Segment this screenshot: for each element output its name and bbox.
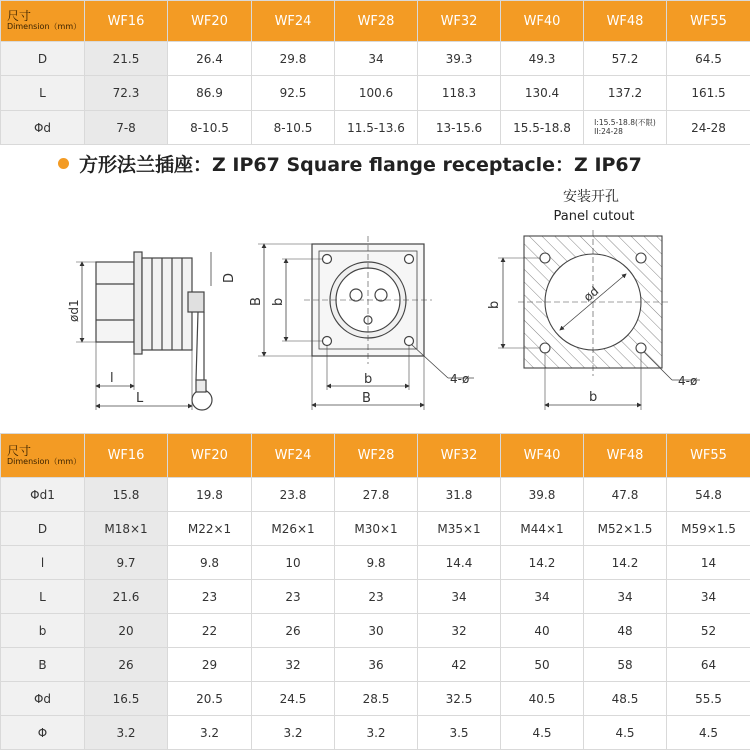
model-header: WF16	[85, 1, 168, 42]
table-cell: 14	[667, 546, 750, 580]
table-cell: 4.5	[667, 716, 750, 750]
table-cell: 34	[584, 580, 667, 614]
table-cell: 34	[501, 580, 584, 614]
model-header: WF32	[418, 1, 501, 42]
dimension-table-plug	[0, 0, 750, 145]
table-cell: 3.5	[418, 716, 501, 750]
table-cell: 54.8	[667, 478, 750, 512]
table-cell: M59×1.5	[667, 512, 750, 546]
table-cell: 14.2	[501, 546, 584, 580]
label-B-horizontal: B	[362, 391, 371, 406]
table-cell: 3.2	[85, 716, 168, 750]
table-cell: 3.2	[168, 716, 252, 750]
table-cell: 20.5	[168, 682, 252, 716]
table-row	[1, 546, 750, 580]
table-cell: 13-15.6	[418, 111, 501, 145]
table-row	[1, 614, 750, 648]
cell-line-1	[594, 118, 656, 136]
table-cell: 34	[335, 42, 418, 76]
row-label: Φ	[1, 716, 85, 750]
table-header-row	[1, 434, 750, 478]
table-cell: 14.2	[584, 546, 667, 580]
row-label: l	[1, 546, 85, 580]
corner-cn: 尺寸	[7, 9, 32, 23]
table-cell: 31.8	[418, 478, 501, 512]
label-phid: ød	[580, 283, 602, 305]
model-header: WF24	[252, 434, 335, 478]
table-cell: M44×1	[501, 512, 584, 546]
table-cell: 36	[335, 648, 418, 682]
dimension-corner-cell	[1, 1, 85, 42]
model-header: WF40	[501, 1, 584, 42]
table-cell: 11.5-13.6	[335, 111, 418, 145]
table-cell: 26	[252, 614, 335, 648]
table-cell: 4.5	[584, 716, 667, 750]
table-cell: M30×1	[335, 512, 418, 546]
row-label: D	[1, 512, 85, 546]
model-header: WF28	[335, 434, 418, 478]
table-cell: 9.7	[85, 546, 168, 580]
table-row	[1, 76, 750, 111]
table-cell: 58	[584, 648, 667, 682]
dimension-corner-cell	[1, 434, 85, 478]
row-label: Φd	[1, 111, 85, 145]
table-cell: 40.5	[501, 682, 584, 716]
table-cell: 34	[418, 580, 501, 614]
row-label: b	[1, 614, 85, 648]
model-header: WF55	[667, 434, 750, 478]
table-cell: 32.5	[418, 682, 501, 716]
corner-cn: 尺寸	[7, 443, 32, 458]
wf48-line-2: II:24-28	[594, 127, 623, 136]
table-cell: 19.8	[168, 478, 252, 512]
model-header: WF40	[501, 434, 584, 478]
label-b-vertical: b	[271, 297, 286, 306]
model-header: WF24	[252, 1, 335, 42]
table-cell: 100.6	[335, 76, 418, 111]
table-cell: 29	[168, 648, 252, 682]
table-cell: 23.8	[252, 478, 335, 512]
section-title-text: 方形法兰插座：Z IP67 Square flange receptacle：Z IP67	[79, 154, 642, 176]
model-header: WF28	[335, 1, 418, 42]
table-cell: 47.8	[584, 478, 667, 512]
dimension-table-receptacle	[0, 433, 750, 750]
table-cell: M52×1.5	[584, 512, 667, 546]
row-label: Φd	[1, 682, 85, 716]
model-header: WF20	[168, 434, 252, 478]
table-cell: 39.8	[501, 478, 584, 512]
table-cell: 26	[85, 648, 168, 682]
table-cell: 29.8	[252, 42, 335, 76]
label-L: L	[136, 391, 144, 406]
table-cell: 24-28	[667, 111, 750, 145]
table-cell: 9.8	[335, 546, 418, 580]
table-cell: 64	[667, 648, 750, 682]
table-cell: 39.3	[418, 42, 501, 76]
row-label: L	[1, 580, 85, 614]
table-cell: 40	[501, 614, 584, 648]
table-cell: 28.5	[335, 682, 418, 716]
label-d1: ød1	[67, 299, 81, 322]
table-cell: 22	[168, 614, 252, 648]
table-cell: M35×1	[418, 512, 501, 546]
model-header: WF48	[584, 1, 667, 42]
table-cell: 16.5	[85, 682, 168, 716]
label-l: l	[110, 371, 114, 386]
table-cell: 49.3	[501, 42, 584, 76]
table-cell: 50	[501, 648, 584, 682]
panel-cutout-cn: 安装开孔	[563, 189, 619, 205]
table-cell: 10	[252, 546, 335, 580]
label-4phi: 4-ø	[450, 372, 470, 386]
table-cell: 3.2	[252, 716, 335, 750]
table-cell: 15.8	[85, 478, 168, 512]
table-cell: 27.8	[335, 478, 418, 512]
model-header: WF32	[418, 434, 501, 478]
table-cell: M18×1	[85, 512, 168, 546]
model-header: WF48	[584, 434, 667, 478]
label-D: D	[222, 272, 237, 283]
table-cell: 64.5	[667, 42, 750, 76]
table-cell: 9.8	[168, 546, 252, 580]
table-row	[1, 478, 750, 512]
table-cell: 118.3	[418, 76, 501, 111]
side-view	[76, 252, 212, 410]
row-label: D	[1, 42, 85, 76]
table-cell: 8-10.5	[168, 111, 252, 145]
table-cell: 7-8	[85, 111, 168, 145]
table-cell: 23	[252, 580, 335, 614]
table-cell: 14.4	[418, 546, 501, 580]
table-row	[1, 682, 750, 716]
table-cell: 8-10.5	[252, 111, 335, 145]
label-b-horizontal: b	[364, 372, 373, 387]
table-cell: 32	[252, 648, 335, 682]
label-B-vertical: B	[249, 297, 264, 306]
table-cell: 52	[667, 614, 750, 648]
row-label: L	[1, 76, 85, 111]
table-cell: 130.4	[501, 76, 584, 111]
table-cell: 48	[584, 614, 667, 648]
table-cell: 72.3	[85, 76, 168, 111]
table-row	[1, 512, 750, 546]
table-cell: 21.6	[85, 580, 168, 614]
table-row	[1, 580, 750, 614]
table-cell: 55.5	[667, 682, 750, 716]
table-cell: 24.5	[252, 682, 335, 716]
table-cell: 32	[418, 614, 501, 648]
technical-drawing	[0, 180, 750, 433]
table-cell-multiline	[584, 111, 667, 145]
wf48-line-1: I:15.5-18.8(不限)	[594, 118, 656, 127]
table-cell: 34	[667, 580, 750, 614]
model-header: WF20	[168, 1, 252, 42]
panel-cutout-view	[498, 230, 700, 410]
table-cell: 92.5	[252, 76, 335, 111]
corner-en: Dimension（mm）	[7, 456, 82, 466]
table-cell: 3.2	[335, 716, 418, 750]
model-header: WF16	[85, 434, 168, 478]
table-cell: 21.5	[85, 42, 168, 76]
table-cell: 20	[85, 614, 168, 648]
bullet-dot-icon	[58, 158, 69, 169]
table-cell: M22×1	[168, 512, 252, 546]
section-title	[58, 150, 642, 177]
model-header: WF55	[667, 1, 750, 42]
table-cell: 26.4	[168, 42, 252, 76]
table-cell: 23	[168, 580, 252, 614]
table-cell: 137.2	[584, 76, 667, 111]
table-row	[1, 111, 750, 145]
table-row	[1, 716, 750, 750]
table-cell: 23	[335, 580, 418, 614]
table-cell: 57.2	[584, 42, 667, 76]
table-cell: 4.5	[501, 716, 584, 750]
table-row	[1, 42, 750, 76]
table-cell: 15.5-18.8	[501, 111, 584, 145]
row-label: Φd1	[1, 478, 85, 512]
panel-cutout-en: Panel cutout	[553, 209, 635, 224]
table-cell: 42	[418, 648, 501, 682]
label-b-panel-vertical: b	[487, 300, 502, 309]
row-label: B	[1, 648, 85, 682]
table-header-row	[1, 1, 750, 42]
table-cell: M26×1	[252, 512, 335, 546]
label-4phi-panel: 4-ø	[678, 374, 698, 388]
table-cell: 86.9	[168, 76, 252, 111]
label-b-panel: b	[589, 390, 598, 405]
table-cell: 30	[335, 614, 418, 648]
table-cell: 161.5	[667, 76, 750, 111]
corner-en: Dimension（mm）	[7, 22, 82, 32]
table-cell: 48.5	[584, 682, 667, 716]
table-row	[1, 648, 750, 682]
